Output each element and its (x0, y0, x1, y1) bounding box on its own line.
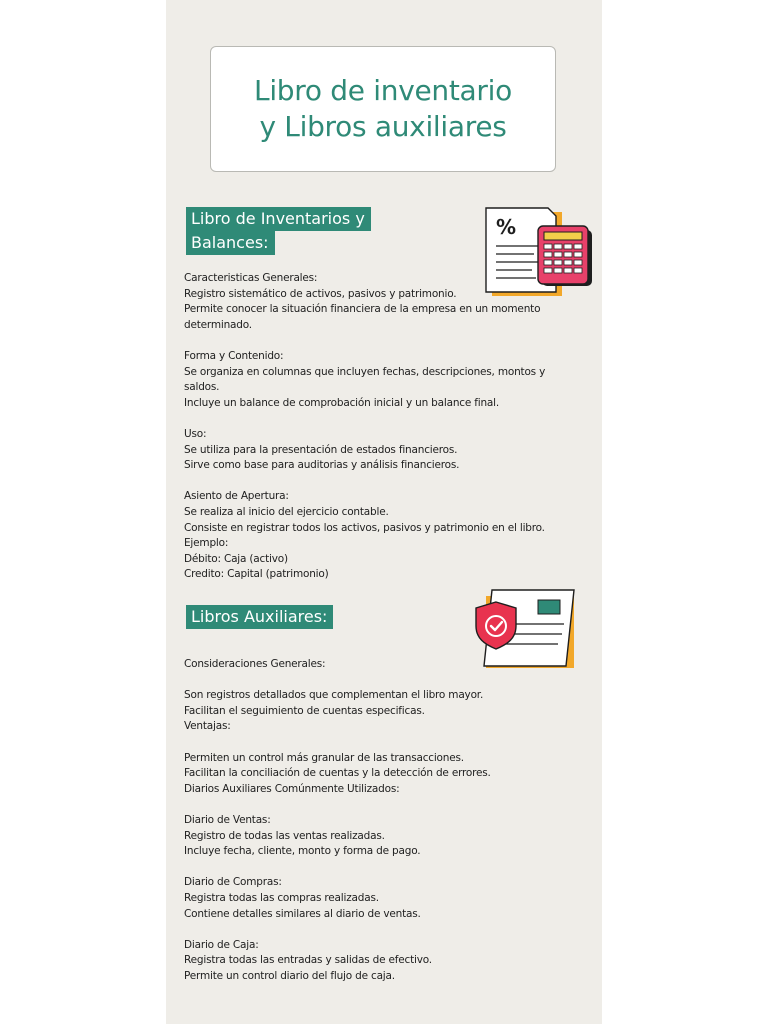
body-line: Incluye un balance de comprobación inicial y un balance final. (184, 396, 500, 409)
blank-line (184, 735, 592, 751)
body-line: Permite un control diario del flujo de caja. (184, 969, 395, 982)
blank-line (184, 333, 592, 349)
body-line: Facilitan el seguimiento de cuentas especificas. (184, 704, 425, 717)
body-line: Diario de Caja: (184, 938, 259, 951)
section2-body (184, 657, 592, 984)
svg-text:%: % (496, 215, 517, 239)
body-line: Caracteristicas Generales: (184, 272, 318, 284)
body-line: Consiste en registrar todos los activos, pasivos y patrimonio en el libro. (184, 521, 545, 534)
body-line: Ventajas: (184, 720, 231, 733)
body-line: Registra todas las compras realizadas. (184, 891, 379, 904)
blank-line (184, 474, 592, 490)
body-line: Se realiza al inicio del ejercicio contable. (184, 505, 389, 518)
body-line: Consideraciones Generales: (184, 658, 326, 670)
body-line: saldos. (184, 381, 220, 394)
body-line: Ejemplo: (184, 537, 229, 550)
body-line: Se utiliza para la presentación de estados financieros. (184, 443, 458, 456)
body-line: Diario de Ventas: (184, 813, 271, 826)
body-line: Asiento de Apertura: (184, 490, 289, 503)
section1-tag-line1: Libro de Inventarios y (186, 207, 371, 231)
infographic-poster (166, 0, 602, 1024)
body-line: determinado. (184, 318, 252, 331)
body-line: Contiene detalles similares al diario de ventas. (184, 907, 421, 920)
section1-body (184, 271, 592, 583)
body-line: Registra todas las entradas y salidas de efectivo. (184, 954, 432, 967)
body-line: Registro sistemático de activos, pasivos y patrimonio. (184, 287, 457, 300)
body-line: Credito: Capital (patrimonio) (184, 568, 329, 581)
blank-line (184, 922, 592, 938)
body-line: Facilitan la conciliación de cuentas y la detección de errores. (184, 767, 491, 780)
section1-tag-line2: Balances: (186, 231, 275, 255)
blank-line (184, 797, 592, 813)
body-line: Se organiza en columnas que incluyen fechas, descripciones, montos y (184, 365, 546, 378)
body-line: Débito: Caja (activo) (184, 552, 288, 565)
title-card (210, 46, 556, 172)
body-line: Incluye fecha, cliente, monto y forma de pago. (184, 845, 421, 858)
body-line: Forma y Contenido: (184, 349, 284, 362)
body-line: Permiten un control más granular de las transacciones. (184, 751, 464, 764)
body-line: Permite conocer la situación financiera de la empresa en un momento (184, 303, 541, 316)
blank-line (184, 673, 592, 689)
body-line: Son registros detallados que complementan el libro mayor. (184, 689, 484, 702)
title-line-1: Libro de inventario (254, 74, 512, 107)
body-line: Diarios Auxiliares Comúnmente Utilizados: (184, 782, 400, 795)
body-line: Registro de todas las ventas realizadas. (184, 829, 385, 842)
blank-line (184, 411, 592, 427)
title-line-2: y Libros auxiliares (259, 110, 507, 143)
body-line: Sirve como base para auditorias y análisis financieros. (184, 459, 460, 472)
section2-tag: Libros Auxiliares: (186, 605, 333, 629)
body-line: Uso: (184, 427, 207, 440)
body-line: Diario de Compras: (184, 876, 282, 889)
blank-line (184, 860, 592, 876)
